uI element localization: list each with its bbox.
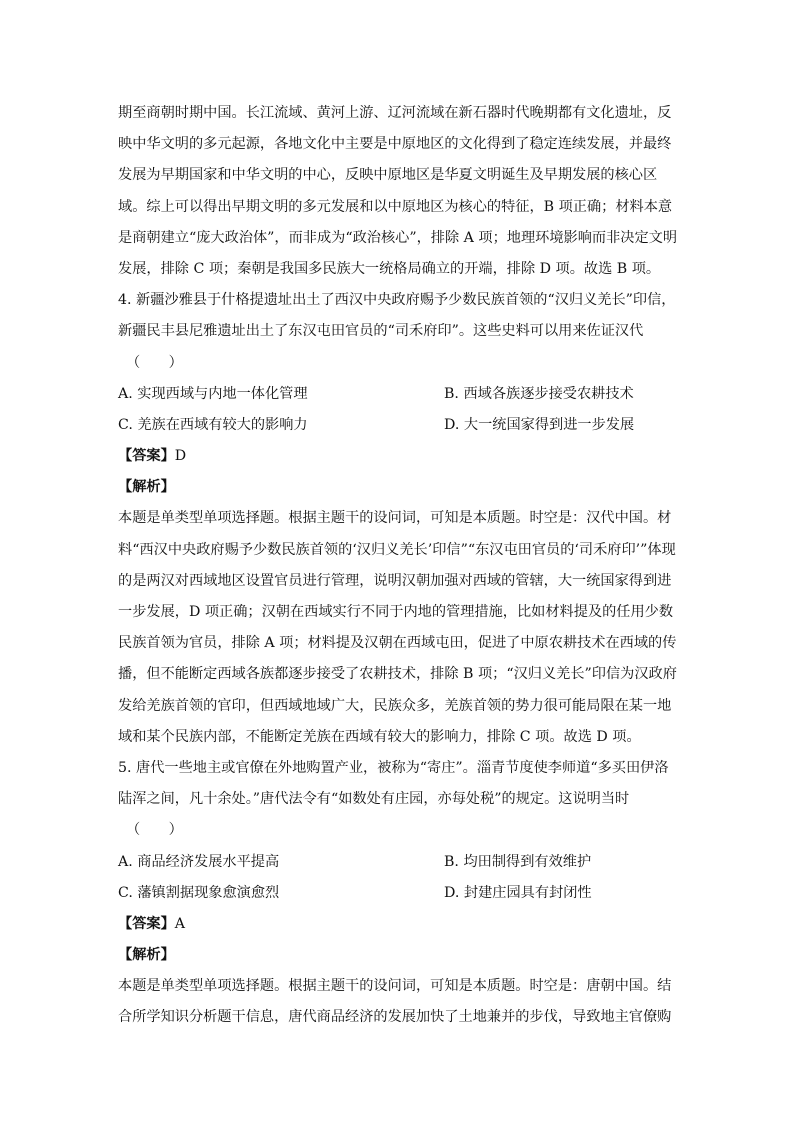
analysis-line: 一步发展，D 项正确；汉朝在西域实行不同于内地的管理措施，比如材料提及的任用少数 bbox=[118, 604, 674, 620]
question-5 bbox=[118, 753, 678, 1034]
option-c: C. 羌族在西域有较大的影响力 bbox=[118, 416, 308, 433]
option-b: B. 西域各族逐步接受农耕技术 bbox=[444, 385, 634, 402]
text-line: 映中华文明的多元起源，各地文化中主要是中原地区的文化得到了稳定连续发展，并最终 bbox=[118, 136, 672, 153]
analysis-label: 【解析】 bbox=[118, 479, 175, 496]
analysis-line: 发给羌族首领的官印，但西域地域广大，民族众多，羌族首领的势力很可能局限在某一地 bbox=[118, 697, 672, 714]
answer-label: 【答案】 bbox=[118, 915, 175, 932]
options-row bbox=[118, 410, 678, 441]
document-page bbox=[118, 98, 678, 1034]
question-4 bbox=[118, 285, 678, 753]
option-c: C. 藩镇割据现象愈演愈烈 bbox=[118, 884, 280, 901]
analysis-line: 本题是单类型单项选择题。根据主题干的设问词，可知是本质题。时空是：汉代中国。材 bbox=[118, 510, 672, 527]
analysis-line: 播，但不能断定西域各族都逐步接受了农耕技术，排除 B 项；“汉归义羌长”印信为汉政府 bbox=[118, 666, 677, 683]
text-line: 是商朝建立“庞大政治体”，而非成为“政治核心”，排除 A 项；地理环境影响而非决定文明 bbox=[118, 229, 678, 246]
question-stem-line: 陆浑之间，凡十余处。”唐代法令有“如数处有庄园，亦每处税”的规定。这说明当时 bbox=[118, 791, 630, 808]
question-stem-line: 新疆民丰县尼雅遗址出土了东汉屯田官员的“司禾府印”。这些史料可以用来佐证汉代 bbox=[118, 323, 644, 340]
answer-line bbox=[118, 441, 678, 472]
text-line: 发展为早期国家和中华文明的中心，反映中原地区是华夏文明诞生及早期发展的核心区 bbox=[118, 167, 658, 184]
text-line: 域。综上可以得出早期文明的多元发展和以中原地区为核心的特征，B 项正确；材料本意 bbox=[118, 198, 673, 215]
intro-paragraph bbox=[118, 98, 678, 285]
options-row bbox=[118, 379, 678, 410]
option-b: B. 均田制得到有效维护 bbox=[444, 853, 592, 870]
text-line: 期至商朝时期中国。长江流域、黄河上游、辽河流域在新石器时代晚期都有文化遗址，反 bbox=[118, 105, 672, 121]
text-line: 发展，排除 C 项；秦朝是我国多民族大一统格局确立的开端，排除 D 项。故选 B 项。 bbox=[118, 260, 661, 277]
question-stem-line: 5. 唐代一些地主或官僚在外地购置产业，被称为“寄庄”。淄青节度使李师道“多买田伊洛 bbox=[118, 759, 669, 776]
answer-blank: （ ） bbox=[126, 354, 183, 371]
analysis-line: 民族首领为官员，排除 A 项；材料提及汉朝在西域屯田，促进了中原农耕技术在西域的传 bbox=[118, 635, 677, 652]
answer-blank: （ ） bbox=[126, 822, 183, 839]
options-row bbox=[118, 847, 678, 878]
option-a: A. 实现西域与内地一体化管理 bbox=[118, 385, 308, 402]
answer-label: 【答案】 bbox=[118, 448, 175, 465]
analysis-line: 的是两汉对西域地区设置官员进行管理，说明汉朝加强对西域的管辖，大一统国家得到进 bbox=[118, 572, 672, 589]
analysis-line: 料“西汉中央政府赐予少数民族首领的‘汉归义羌长’印信”“东汉屯田官员的‘司禾府印’”体现 bbox=[118, 541, 676, 558]
option-a: A. 商品经济发展水平提高 bbox=[118, 853, 280, 870]
answer-value: A bbox=[174, 915, 186, 932]
analysis-line: 合所学知识分析题干信息，唐代商品经济的发展加快了土地兼并的步伐，导致地主官僚购 bbox=[118, 1009, 672, 1026]
options-row bbox=[118, 878, 678, 909]
analysis-line: 本题是单类型单项选择题。根据主题干的设问词，可知是本质题。时空是：唐朝中国。结 bbox=[118, 978, 672, 995]
answer-value: D bbox=[174, 448, 187, 465]
question-stem-line: 4. 新疆沙雅县于什格提遗址出土了西汉中央政府赐予少数民族首领的“汉归义羌长”印信， bbox=[118, 292, 676, 309]
analysis-label: 【解析】 bbox=[118, 947, 175, 964]
analysis-line: 域和某个民族内部，不能断定羌族在西域有较大的影响力，排除 C 项。故选 D 项。 bbox=[118, 728, 641, 745]
option-d: D. 大一统国家得到进一步发展 bbox=[444, 416, 635, 433]
option-d: D. 封建庄园具有封闭性 bbox=[444, 884, 592, 901]
answer-line bbox=[118, 909, 678, 940]
